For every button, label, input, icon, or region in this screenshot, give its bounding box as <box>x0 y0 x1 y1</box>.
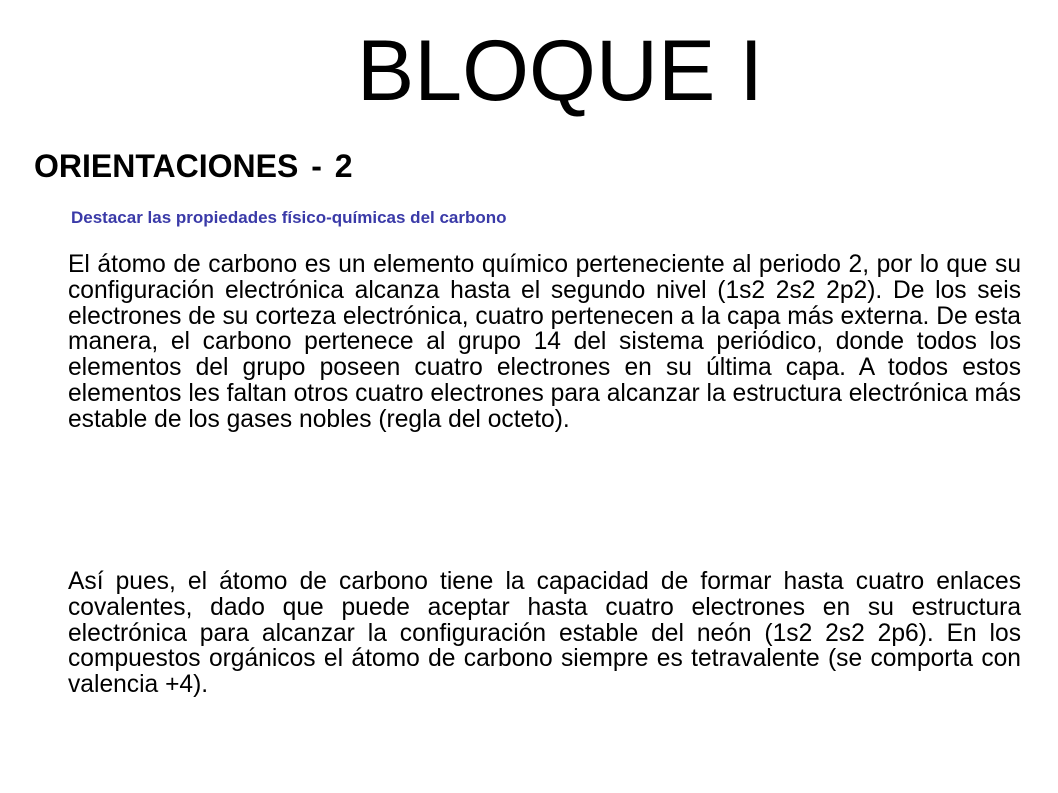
slide-title: BLOQUE I <box>356 23 764 119</box>
subheading: Destacar las propiedades físico-químicas del carbono <box>71 208 507 227</box>
section-heading: ORIENTACIONES - 2 <box>34 148 353 184</box>
body-paragraph: Así pues, el átomo de carbono tiene la capacidad de formar hasta cuatro enlaces covalentes, dado que puede aceptar hasta cuatro electrones en su estructura electrónica para alcanzar la configuración estable del neón (1s2 2s2 2p6). En los compuestos orgánicos el átomo de carbono siempre es tetravalente (se comporta con valencia +4). <box>68 568 1021 699</box>
body-paragraph: El átomo de carbono es un elemento químico perteneciente al periodo 2, por lo que su configuración electrónica alcanza hasta el segundo nivel (1s2 2s2 2p2). De los seis electrones de su corteza electrónica, cuatro pertenecen a la capa más externa. De esta manera, el carbono pertenece al grupo 14 del sistema periódico, donde todos los elementos del grupo poseen cuatro electrones en su última capa. A todos estos elementos les faltan otros cuatro electrones para alcanzar la estructura electrónica más estable de los gases nobles (regla del octeto). <box>68 251 1021 433</box>
